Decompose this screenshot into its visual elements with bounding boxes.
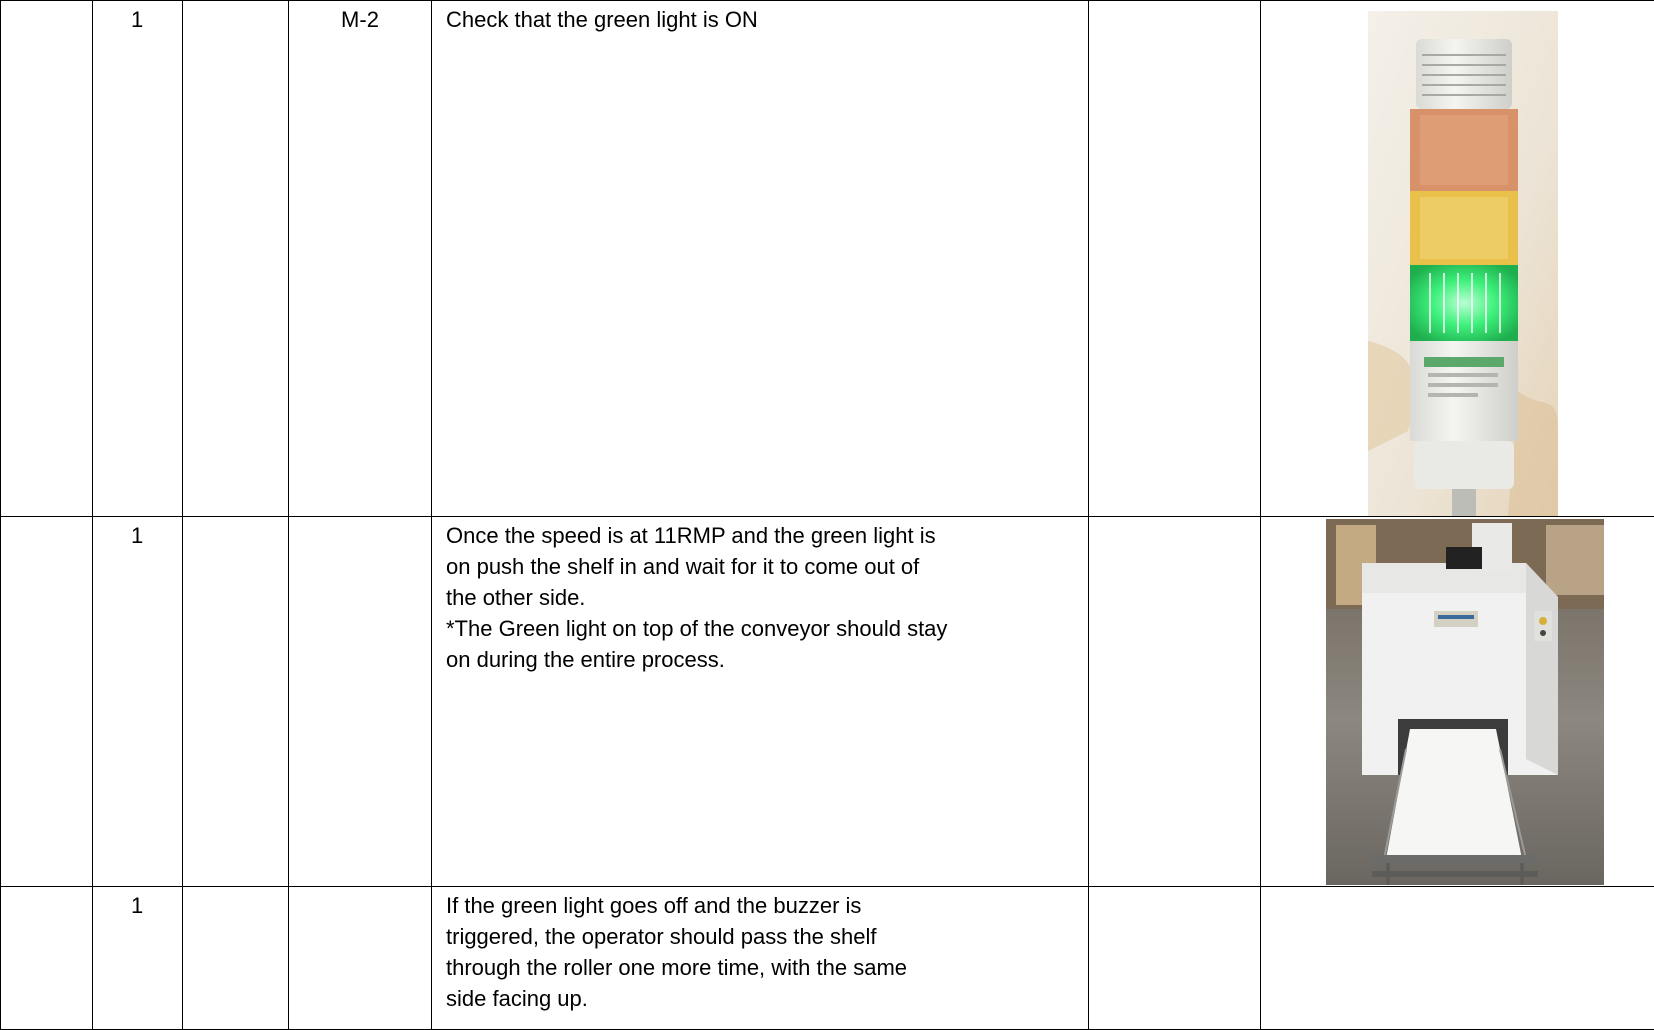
instruction-line: triggered, the operator should pass the shelf	[446, 921, 1074, 952]
instruction-line: Check that the green light is ON	[446, 4, 1074, 35]
step-code-cell	[289, 887, 432, 1030]
instruction-line: *The Green light on top of the conveyor should stay	[446, 613, 1074, 644]
blank-cell	[183, 517, 289, 887]
blank-cell	[1089, 887, 1261, 1030]
table-row	[1, 1, 1654, 517]
photo-cell	[1261, 1, 1654, 517]
quantity-cell: 1	[93, 1, 183, 517]
quantity-cell: 1	[93, 517, 183, 887]
blank-cell	[1089, 1, 1261, 517]
instruction-cell	[432, 1, 1089, 517]
table-row	[1, 517, 1654, 887]
photo-cell	[1261, 517, 1654, 887]
blank-cell	[183, 1, 289, 517]
blank-cell	[1, 517, 93, 887]
instruction-line: on push the shelf in and wait for it to come out of	[446, 551, 1074, 582]
instruction-line: on during the entire process.	[446, 644, 1074, 675]
stack-light-photo	[1368, 11, 1558, 516]
blank-cell	[183, 887, 289, 1030]
blank-cell	[1, 1, 93, 517]
instruction-line: the other side.	[446, 582, 1074, 613]
table-row	[1, 887, 1654, 1030]
instruction-line: If the green light goes off and the buzzer is	[446, 890, 1074, 921]
instruction-line: through the roller one more time, with the same	[446, 952, 1074, 983]
step-code-cell	[289, 517, 432, 887]
instruction-line: Once the speed is at 11RMP and the green light is	[446, 520, 1074, 551]
instruction-line: side facing up.	[446, 983, 1074, 1014]
step-code-cell: M-2	[289, 1, 432, 517]
conveyor-machine-photo	[1326, 519, 1604, 885]
instruction-cell	[432, 887, 1089, 1030]
quantity-cell: 1	[93, 887, 183, 1030]
instruction-cell	[432, 517, 1089, 887]
blank-cell	[1089, 517, 1261, 887]
blank-cell	[1261, 887, 1654, 1030]
blank-cell	[1, 887, 93, 1030]
